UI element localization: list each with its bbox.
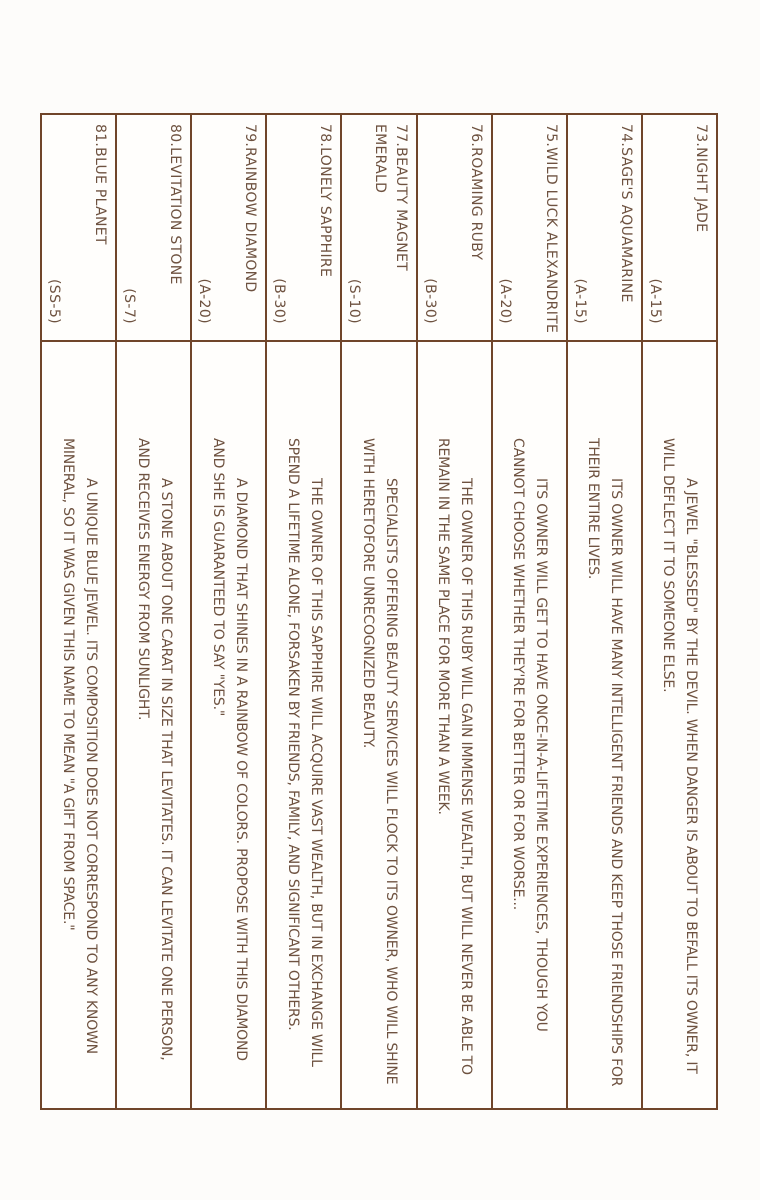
rotated-table-wrapper [40,113,718,1110]
jewel-description-cell [568,342,641,1108]
jewel-description: ITS OWNER WILL GET TO HAVE ONCE-IN-A-LIFETIME EXPERIENCES, THOUGH YOU CANNOT CHOOSE WHETHER THEY'RE FOR BETTER OR FOR WORSE... [510,438,550,1032]
jewel-rank-code: (S-7) [121,288,138,324]
jewel-name-cell [42,115,115,342]
jewel-description-cell [267,342,340,1108]
jewel-rank-code: (S-10) [346,278,363,324]
jewel-description: A JEWEL "BLESSED" BY THE DEVIL. WHEN DANGER IS ABOUT TO BEFALL ITS OWNER, IT WILL DEFLECT IT TO SOMEONE ELSE. [660,438,700,1074]
jewel-rank-code: (A-20) [496,278,513,324]
jewel-table [40,113,718,1110]
table-row [267,115,342,1108]
table-row [117,115,192,1108]
table-row [643,115,716,1108]
jewel-description-cell [192,342,265,1108]
jewel-name: 77.BEAUTY MAGNET EMERALD [371,124,409,272]
jewel-description-cell [117,342,190,1108]
jewel-rank-code: (A-20) [196,278,213,324]
jewel-name-cell [418,115,491,342]
table-row [192,115,267,1108]
jewel-name: 74.SAGE'S AQUAMARINE [617,124,634,303]
jewel-description-cell [42,342,115,1108]
jewel-description-cell [493,342,566,1108]
jewel-description-cell [418,342,491,1108]
jewel-name-cell [568,115,641,342]
jewel-name: 78.LONELY SAPPHIRE [317,124,334,278]
jewel-name-cell [267,115,340,342]
jewel-description-cell [643,342,716,1108]
jewel-name-cell [342,115,415,342]
jewel-rank-code: (SS-5) [46,278,63,324]
jewel-rank-code: (B-30) [421,278,438,324]
jewel-description: ITS OWNER WILL HAVE MANY INTELLIGENT FRIENDS AND KEEP THOSE FRIENDSHIPS FOR THEIR ENTIRE LIVES. [585,438,625,1087]
jewel-name-cell [117,115,190,342]
jewel-description: A DIAMOND THAT SHINES IN A RAINBOW OF COLORS. PROPOSE WITH THIS DIAMOND AND SHE IS GUARANTEED TO SAY "YES." [209,438,249,1061]
jewel-name: 80.LEVITATION STONE [167,124,184,285]
jewel-description: A UNIQUE BLUE JEWEL. ITS COMPOSITION DOES NOT CORRESPOND TO ANY KNOWN MINERAL, SO IT WAS GIVEN THIS NAME TO MEAN "A GIFT FROM SPACE." [59,438,99,1054]
jewel-rank-code: (A-15) [571,278,588,324]
table-row [493,115,568,1108]
jewel-name: 79.RAINBOW DIAMOND [242,124,259,293]
jewel-description: THE OWNER OF THIS SAPPHIRE WILL ACQUIRE VAST WEALTH, BUT IN EXCHANGE WILL SPEND A LIFETIME ALONE, FORSAKEN BY FRIENDS, FAMILY, AND SIGNIFICANT OTHERS. [284,438,324,1067]
jewel-rank-code: (B-30) [271,278,288,324]
jewel-rank-code: (A-15) [646,278,663,324]
jewel-name: 73.NIGHT JADE [693,124,709,233]
jewel-name: 76.ROAMING RUBY [467,124,484,261]
table-row [418,115,493,1108]
jewel-description: SPECIALISTS OFFERING BEAUTY SERVICES WILL FLOCK TO ITS OWNER, WHO WILL SHINE WITH HERETOFORE UNRECOGNIZED BEAUTY. [360,438,400,1085]
jewel-name-cell [643,115,716,342]
table-row [342,115,417,1108]
jewel-description: THE OWNER OF THIS RUBY WILL GAIN IMMENSE WEALTH, BUT WILL NEVER BE ABLE TO REMAIN IN THE SAME PLACE FOR MORE THAN A WEEK. [435,438,475,1075]
jewel-name-cell [493,115,566,342]
jewel-name-cell [192,115,265,342]
jewel-name: 81.BLUE PLANET [92,124,109,245]
table-row [42,115,117,1108]
jewel-description-cell [342,342,415,1108]
jewel-name: 75.WILD LUCK ALEXANDRITE [542,124,559,334]
table-row [568,115,643,1108]
jewel-description: A STONE ABOUT ONE CARAT IN SIZE THAT LEVITATES. IT CAN LEVITATE ONE PERSON, AND RECEIVES ENERGY FROM SUNLIGHT. [134,438,174,1061]
